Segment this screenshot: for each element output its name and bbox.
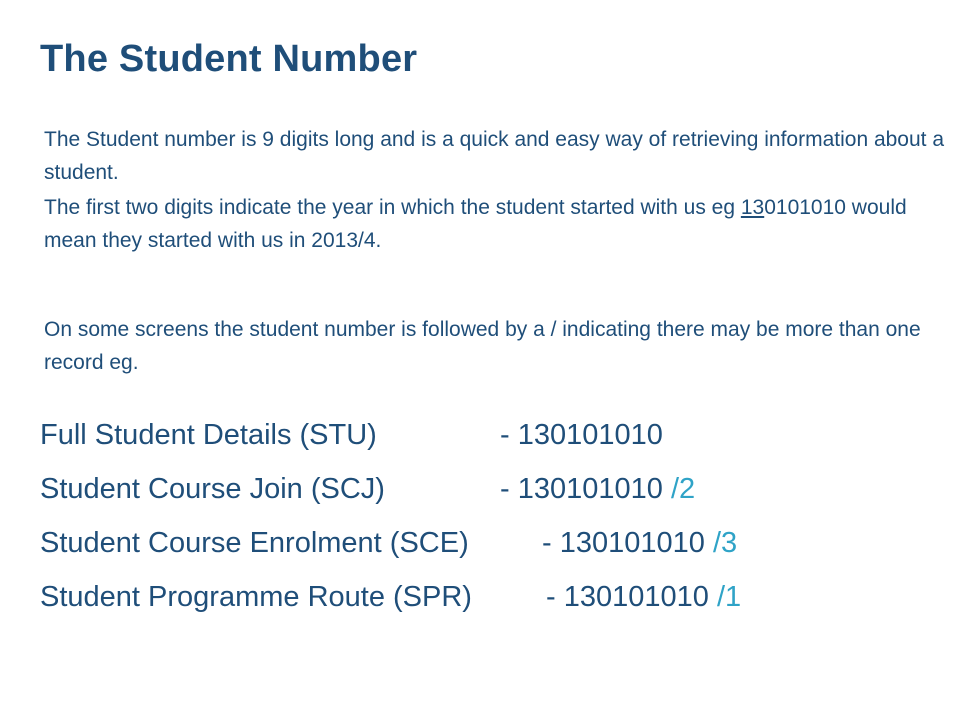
record-row-scj	[40, 462, 940, 516]
record-row-spr	[40, 570, 940, 624]
record-suffix: /2	[670, 473, 696, 505]
record-row-sce	[40, 516, 940, 570]
page-title: The Student Number	[40, 38, 418, 80]
record-suffix: /1	[716, 581, 742, 613]
year-paragraph-text-end: 0101010 would mean they started with us in 2013/4.	[44, 196, 907, 252]
record-label: Student Programme Route (SPR)	[40, 581, 472, 613]
record-value	[500, 408, 663, 462]
student-number: - 130101010	[546, 581, 717, 613]
record-label: Student Course Join (SCJ)	[40, 473, 385, 505]
slash-record-paragraph: On some screens the student number is followed by a / indicating there may be more than one record eg.	[44, 318, 921, 374]
intro-paragraph: The Student number is 9 digits long and is a quick and easy way of retrieving information about a student.	[44, 128, 945, 184]
underlined-year-digits: 13	[740, 196, 765, 219]
record-suffix: /3	[712, 527, 738, 559]
year-paragraph-text-start: The first two digits indicate the year in which the student started with us eg	[44, 196, 741, 219]
record-examples-list	[40, 408, 940, 624]
record-value	[500, 462, 695, 516]
student-number: - 130101010	[500, 419, 663, 451]
record-label: Full Student Details (STU)	[40, 419, 377, 451]
record-label: Student Course Enrolment (SCE)	[40, 527, 469, 559]
student-number: - 130101010	[500, 473, 671, 505]
record-row-stu	[40, 408, 940, 462]
year-digits-paragraph	[44, 191, 949, 257]
record-value	[542, 516, 737, 570]
student-number: - 130101010	[542, 527, 713, 559]
record-value	[546, 570, 741, 624]
